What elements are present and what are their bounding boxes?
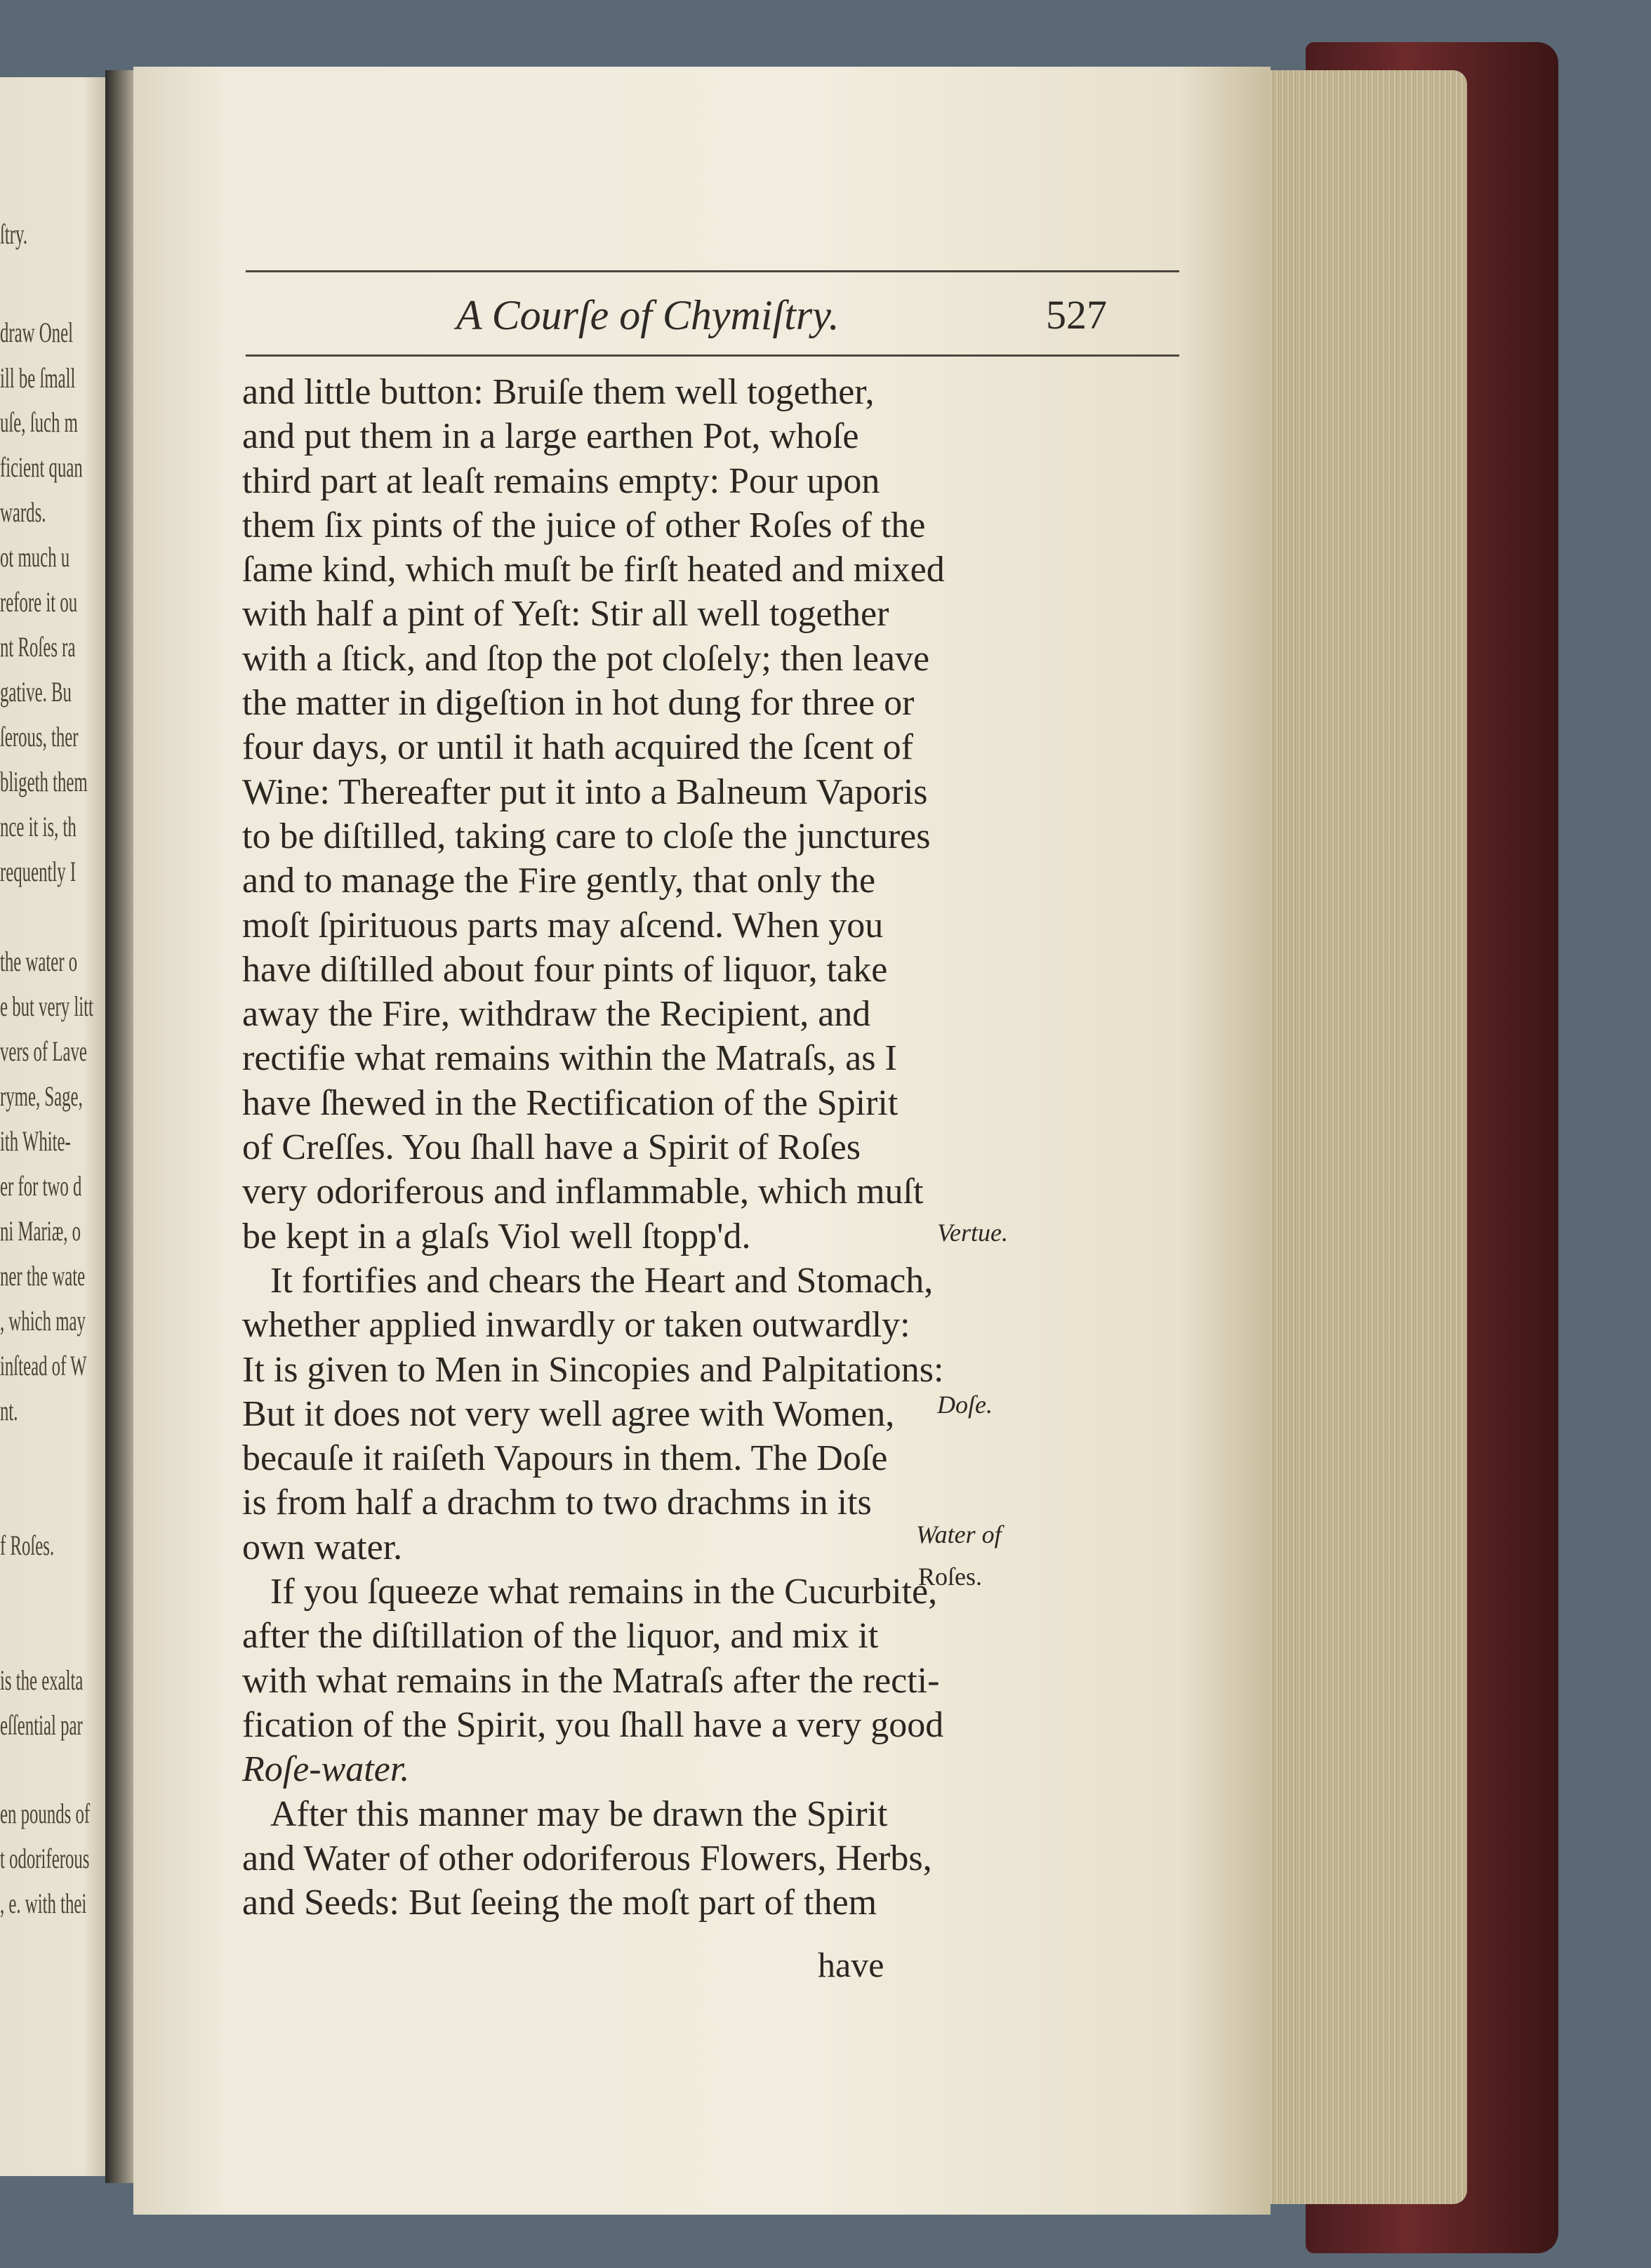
text-line: But it does not very well agree with Women, bbox=[242, 1393, 895, 1434]
left-page-line: er for two d bbox=[0, 1170, 82, 1202]
text-line: own water. bbox=[242, 1527, 403, 1567]
page-header bbox=[246, 291, 1158, 347]
left-page-line: draw Onel bbox=[0, 317, 73, 348]
text-line: four days, or until it hath acquired the ſcent of bbox=[242, 727, 913, 768]
page-number: 527 bbox=[1046, 292, 1107, 338]
text-line: It is given to Men in Sincopies and Palpitations: bbox=[242, 1349, 944, 1390]
left-page-line: ryme, Sage, bbox=[0, 1080, 83, 1112]
right-page bbox=[133, 67, 1271, 2215]
text-line: very odoriferous and inflammable, which muſt bbox=[242, 1172, 924, 1212]
header-rule-top bbox=[246, 270, 1179, 272]
left-page-line: is the exalta bbox=[0, 1664, 84, 1696]
text-line: of Creſſes. You ſhall have a Spirit of Roſes bbox=[242, 1127, 861, 1168]
left-page-line: inſtead of W bbox=[0, 1350, 87, 1381]
left-page-line: ill be ſmall bbox=[0, 362, 76, 394]
left-page-line: ſerous, ther bbox=[0, 721, 79, 752]
left-page-line: t odoriferous bbox=[0, 1843, 90, 1874]
text-line: the matter in digeſtion in hot dung for three or bbox=[242, 683, 915, 724]
left-page-line: ficient quan bbox=[0, 451, 83, 483]
text-line: have diſtilled about four pints of liquor, take bbox=[242, 949, 888, 990]
left-page-line: en pounds of bbox=[0, 1798, 91, 1829]
text-line: be kept in a glaſs Viol well ſtopp'd. bbox=[242, 1216, 751, 1256]
left-page-line: nce it is, th bbox=[0, 811, 77, 842]
left-page-fragment bbox=[0, 77, 119, 2176]
text-line: After this manner may be drawn the Spirit bbox=[270, 1793, 888, 1834]
text-line: and little button: Bruiſe them well together, bbox=[242, 372, 875, 412]
left-page-line: ith White- bbox=[0, 1125, 71, 1157]
left-page-line: bligeth them bbox=[0, 766, 88, 797]
left-page-line: nt. bbox=[0, 1395, 18, 1426]
header-rule-bottom bbox=[246, 354, 1179, 357]
left-page-line: wards. bbox=[0, 496, 46, 528]
left-page-line: nt Roſes ra bbox=[0, 631, 76, 663]
text-line: away the Fire, withdraw the Recipient, and bbox=[242, 994, 871, 1035]
text-line: whether applied inwardly or taken outwardly: bbox=[242, 1305, 910, 1346]
running-title: A Courſe of Chymiſtry. bbox=[456, 292, 840, 338]
margin-note-dose: Doſe. bbox=[937, 1391, 993, 1419]
text-line: If you ſqueeze what remains in the Cucurbite, bbox=[270, 1572, 938, 1612]
text-line: and Seeds: But ſeeing the moſt part of them bbox=[242, 1883, 877, 1923]
text-line: and Water of other odoriferous Flowers, Herbs, bbox=[242, 1838, 932, 1878]
text-line: is from half a drachm to two drachms in its bbox=[242, 1483, 872, 1523]
text-line: ſame kind, which muſt be firſt heated and mixed bbox=[242, 550, 945, 590]
text-line: after the diſtillation of the liquor, and mix it bbox=[242, 1616, 879, 1657]
catchword: have bbox=[818, 1945, 884, 1984]
page-fore-edge bbox=[1257, 70, 1467, 2204]
margin-note-roses: Roſes. bbox=[918, 1563, 983, 1591]
left-page-line: refore it ou bbox=[0, 586, 78, 618]
text-line: moſt ſpirituous parts may aſcend. When you bbox=[242, 905, 884, 946]
text-line: and to manage the Fire gently, that only the bbox=[242, 861, 876, 901]
text-line: Wine: Thereafter put it into a Balneum Vaporis bbox=[242, 771, 928, 812]
left-page-line: the water o bbox=[0, 946, 78, 977]
left-page-line: , e. with thei bbox=[0, 1888, 87, 1919]
margin-note-water-of: Water of bbox=[916, 1520, 1002, 1549]
text-line: with what remains in the Matraſs after the recti- bbox=[242, 1660, 940, 1701]
body-text bbox=[242, 370, 1035, 1925]
left-page-line: ſtry. bbox=[0, 218, 28, 250]
margin-note-vertue: Vertue. bbox=[937, 1219, 1008, 1247]
left-page-line: gative. Bu bbox=[0, 676, 72, 708]
left-page-line: , which may bbox=[0, 1305, 86, 1337]
left-page-line: eſſential par bbox=[0, 1709, 83, 1741]
text-line: rectifie what remains within the Matraſs, as I bbox=[242, 1038, 897, 1079]
text-line: Roſe-water. bbox=[242, 1749, 410, 1790]
text-line: with a ſtick, and ſtop the pot cloſely; then leave bbox=[242, 638, 930, 679]
left-page-line: e but very litt bbox=[0, 990, 93, 1022]
text-line: have ſhewed in the Rectification of the Spirit bbox=[242, 1082, 899, 1123]
left-page-line: ner the wate bbox=[0, 1260, 86, 1292]
text-line: fication of the Spirit, you ſhall have a very good bbox=[242, 1704, 944, 1745]
text-line: and put them in a large earthen Pot, whoſe bbox=[242, 416, 859, 457]
left-page-line: ot much u bbox=[0, 541, 70, 573]
left-page-line: requently I bbox=[0, 856, 77, 887]
text-line: third part at leaſt remains empty: Pour upon bbox=[242, 460, 880, 501]
text-line: to be diſtilled, taking care to cloſe the junctures bbox=[242, 816, 931, 856]
text-line: them ſix pints of the juice of other Roſes of the bbox=[242, 505, 926, 545]
text-line: with half a pint of Yeſt: Stir all well together bbox=[242, 594, 889, 635]
left-page-line: ni Mariæ, o bbox=[0, 1215, 81, 1247]
text-line: It fortifies and chears the Heart and Stomach, bbox=[270, 1260, 934, 1301]
left-page-line: vers of Lave bbox=[0, 1035, 87, 1067]
text-line: becauſe it raiſeth Vapours in them. The Doſe bbox=[242, 1438, 888, 1479]
left-page-line: uſe, ſuch m bbox=[0, 406, 78, 438]
left-page-line: f Roſes. bbox=[0, 1530, 55, 1561]
